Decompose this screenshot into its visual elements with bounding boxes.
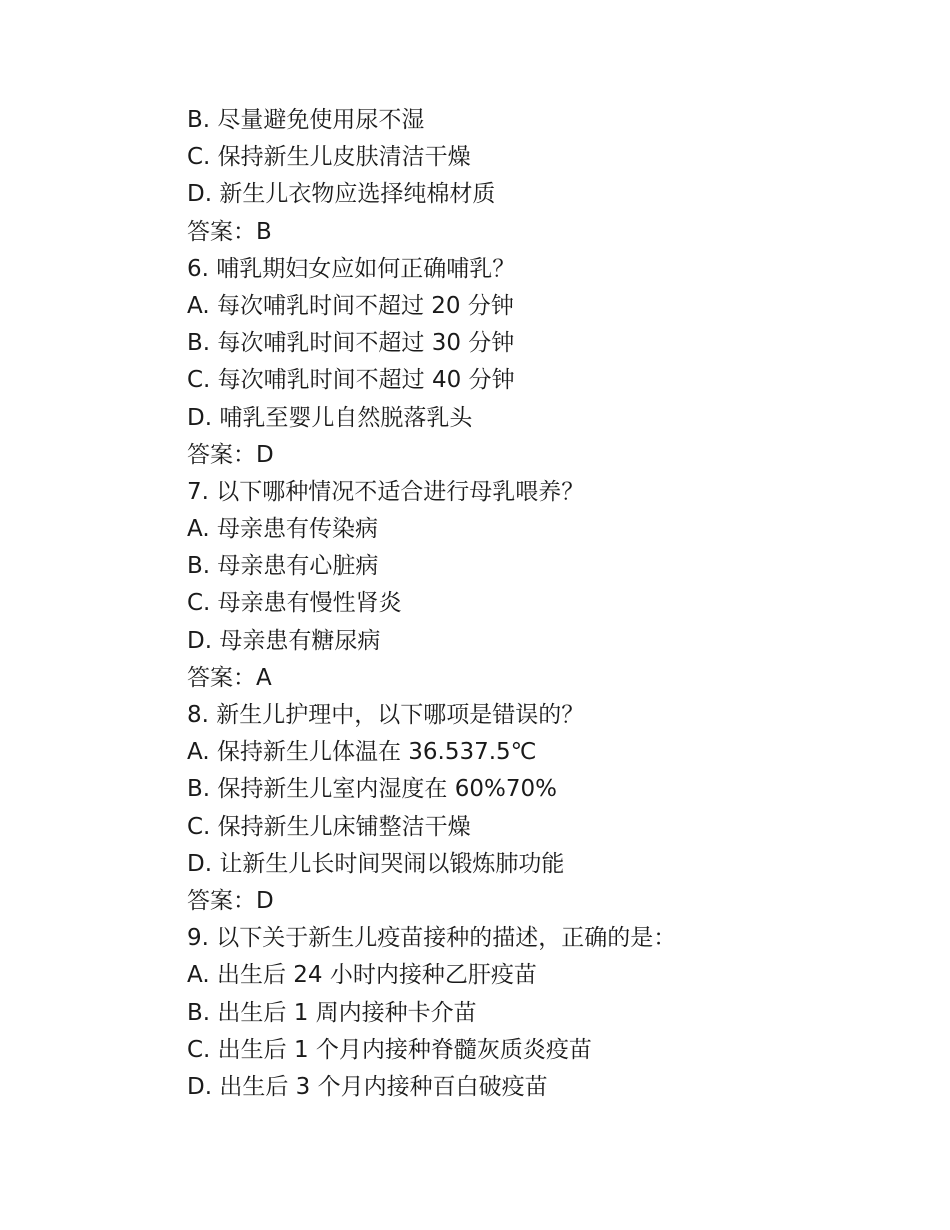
option-line: D. 母亲患有糖尿病 — [187, 627, 381, 654]
option-line: D. 哺乳至婴儿自然脱落乳头 — [187, 404, 473, 431]
option-line: D. 让新生儿长时间哭闹以锻炼肺功能 — [187, 850, 565, 877]
answer-line: 答案：B — [187, 218, 272, 245]
option-line: A. 保持新生儿体温在 36.537.5℃ — [187, 739, 537, 766]
question-line: 9. 以下关于新生儿疫苗接种的描述，正确的是： — [187, 925, 677, 952]
option-line: C. 出生后 1 个月内接种脊髓灰质炎疫苗 — [187, 1036, 592, 1063]
option-line: C. 保持新生儿床铺整洁干燥 — [187, 813, 471, 840]
question-text-block — [187, 102, 887, 1106]
question-line: 6. 哺乳期妇女应如何正确哺乳？ — [187, 255, 516, 282]
option-line: B. 母亲患有心脏病 — [187, 553, 379, 580]
option-line: C. 保持新生儿皮肤清洁干燥 — [187, 144, 471, 171]
option-line: A. 每次哺乳时间不超过 20 分钟 — [187, 292, 514, 319]
option-line: B. 尽量避免使用尿不湿 — [187, 107, 425, 133]
option-line: C. 每次哺乳时间不超过 40 分钟 — [187, 367, 515, 394]
option-line: B. 出生后 1 周内接种卡介苗 — [187, 999, 477, 1026]
option-line: B. 保持新生儿室内湿度在 60%70% — [187, 776, 557, 803]
option-line: D. 出生后 3 个月内接种百白破疫苗 — [187, 1073, 548, 1100]
option-line: A. 母亲患有传染病 — [187, 516, 378, 543]
question-line: 7. 以下哪种情况不适合进行母乳喂养？ — [187, 478, 585, 505]
option-line: B. 每次哺乳时间不超过 30 分钟 — [187, 330, 515, 357]
option-line: A. 出生后 24 小时内接种乙肝疫苗 — [187, 962, 537, 989]
option-line: D. 新生儿衣物应选择纯棉材质 — [187, 181, 496, 208]
answer-line: 答案：D — [187, 441, 274, 468]
answer-line: 答案：D — [187, 887, 274, 914]
answer-line: 答案：A — [187, 664, 272, 691]
question-line: 8. 新生儿护理中，以下哪项是错误的？ — [187, 702, 585, 728]
option-line: C. 母亲患有慢性肾炎 — [187, 590, 402, 617]
